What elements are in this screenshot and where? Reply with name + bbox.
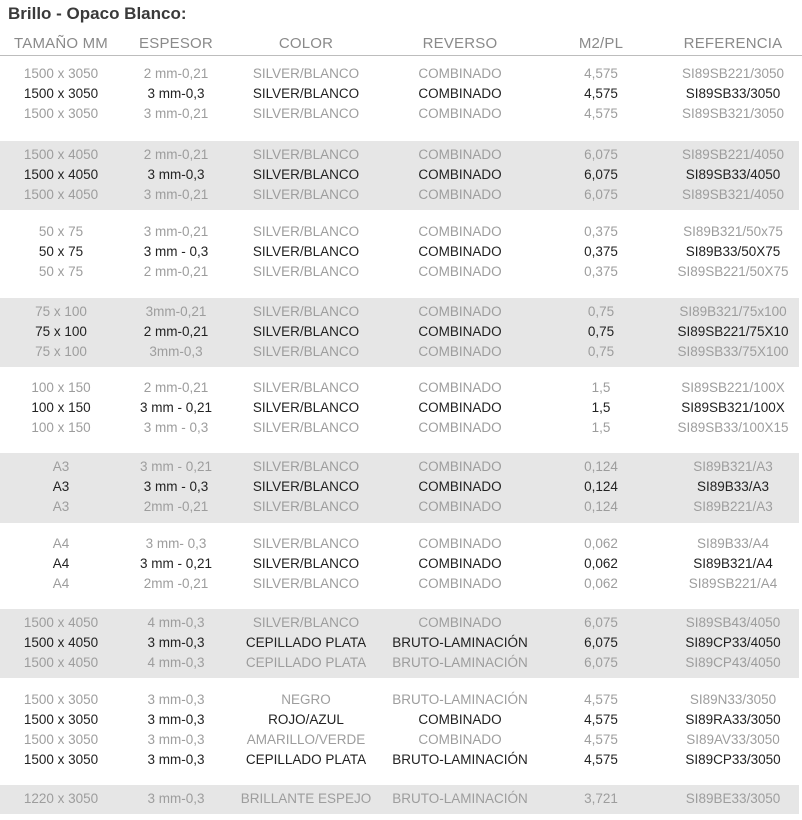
cell-reverso: COMBINADO [418, 380, 502, 395]
cell-m2pl: 0,124 [584, 459, 618, 474]
cell-m2pl: 4,575 [584, 732, 618, 747]
table-row [0, 751, 799, 771]
cell-reverso: COMBINADO [418, 264, 502, 279]
cell-reverso: BRUTO-LAMINACIÓN [392, 752, 528, 767]
cell-color: NEGRO [281, 692, 331, 707]
cell-tamano: A3 [52, 479, 70, 494]
cell-color: SILVER/BLANCO [252, 343, 360, 359]
cell-referencia: SI89RA33/3050 [685, 712, 781, 727]
cell-m2pl: 0,124 [584, 479, 618, 494]
cell-reverso: COMBINADO [418, 400, 502, 415]
cell-m2pl: 4,575 [584, 105, 618, 121]
cell-tamano: 75 x 100 [35, 303, 87, 319]
cell-m2pl: 0,062 [584, 556, 618, 571]
cell-m2pl: 0,124 [584, 499, 618, 514]
row-group [0, 609, 799, 678]
cell-espesor: 3 mm-0,21 [143, 224, 209, 239]
cell-m2pl: 3,721 [584, 790, 618, 806]
cell-reverso: COMBINADO [418, 65, 502, 81]
cell-espesor: 2mm -0,21 [143, 499, 209, 514]
cell-referencia: SI89SB33/75X100 [677, 343, 789, 359]
cell-tamano: 1500 x 3050 [23, 752, 99, 767]
cell-color: SILVER/BLANCO [252, 459, 360, 474]
cell-espesor: 3 mm- 0,3 [145, 536, 207, 551]
cell-tamano: 1500 x 4050 [23, 654, 99, 670]
cell-color: SILVER/BLANCO [252, 85, 360, 101]
cell-referencia: SI89CP33/4050 [685, 634, 781, 650]
table-row [0, 343, 799, 363]
table-row [0, 186, 799, 206]
cell-espesor: 3 mm - 0,21 [139, 556, 213, 571]
cell-m2pl: 6,075 [584, 614, 618, 630]
table-row [0, 85, 799, 105]
cell-color: SILVER/BLANCO [252, 224, 360, 239]
cell-tamano: 1500 x 3050 [23, 65, 99, 81]
cell-tamano: 75 x 100 [35, 343, 87, 359]
cell-m2pl: 6,075 [584, 654, 618, 670]
cell-espesor: 2 mm-0,21 [143, 380, 209, 395]
cell-referencia: SI89SB321/100X [681, 400, 785, 415]
cell-m2pl: 6,075 [584, 166, 618, 182]
cell-referencia: SI89SB221/4050 [681, 146, 785, 162]
cell-espesor: 3 mm-0,3 [147, 712, 205, 727]
cell-color: SILVER/BLANCO [252, 420, 360, 435]
cell-color: SILVER/BLANCO [252, 264, 360, 279]
cell-color: AMARILLO/VERDE [246, 732, 366, 747]
table-row [0, 419, 799, 439]
cell-color: SILVER/BLANCO [252, 400, 360, 415]
cell-reverso: COMBINADO [418, 186, 502, 202]
table-row [0, 575, 799, 595]
cell-espesor: 2 mm-0,21 [143, 65, 209, 81]
cell-color: SILVER/BLANCO [252, 323, 360, 339]
table-row [0, 634, 799, 654]
cell-tamano: 1500 x 3050 [23, 692, 99, 707]
row-group [0, 141, 799, 210]
cell-espesor: 2 mm-0,21 [143, 264, 209, 279]
cell-color: BRILLANTE ESPEJO [240, 790, 372, 806]
cell-tamano: A4 [52, 556, 70, 571]
cell-reverso: COMBINADO [418, 105, 502, 121]
row-group [0, 686, 799, 776]
cell-referencia: SI89SB321/3050 [681, 105, 785, 121]
cell-reverso: BRUTO-LAMINACIÓN [392, 790, 528, 806]
header-reverso: REVERSO [422, 35, 498, 52]
cell-referencia: SI89N33/3050 [689, 692, 777, 707]
header-espesor: ESPESOR [139, 35, 213, 52]
cell-referencia: SI89BE33/3050 [685, 790, 781, 806]
cell-espesor: 3 mm - 0,3 [143, 479, 209, 494]
cell-m2pl: 0,75 [587, 323, 615, 339]
cell-tamano: 100 x 150 [31, 400, 91, 415]
cell-espesor: 3mm-0,21 [145, 303, 207, 319]
table-row [0, 458, 799, 478]
cell-color: SILVER/BLANCO [252, 303, 360, 319]
cell-espesor: 3 mm - 0,3 [143, 420, 209, 435]
header-m2pl: M2/PL [578, 35, 624, 52]
cell-referencia: SI89SB221/100X [681, 380, 785, 395]
cell-color: CEPILLADO PLATA [245, 752, 367, 767]
table-row [0, 478, 799, 498]
table-row [0, 731, 799, 751]
cell-color: SILVER/BLANCO [252, 536, 360, 551]
cell-m2pl: 4,575 [584, 85, 618, 101]
cell-espesor: 3 mm - 0,3 [143, 244, 209, 259]
cell-referencia: SI89B33/A3 [696, 479, 770, 494]
table-row [0, 654, 799, 674]
cell-espesor: 3 mm-0,3 [147, 634, 205, 650]
cell-tamano: A3 [52, 499, 70, 514]
cell-espesor: 4 mm-0,3 [147, 614, 205, 630]
cell-reverso: COMBINADO [418, 420, 502, 435]
cell-tamano: 75 x 100 [35, 323, 87, 339]
cell-tamano: 50 x 75 [38, 244, 84, 259]
table-row [0, 614, 799, 634]
cell-color: SILVER/BLANCO [252, 166, 360, 182]
cell-color: SILVER/BLANCO [252, 614, 360, 630]
cell-reverso: COMBINADO [418, 536, 502, 551]
cell-espesor: 3 mm-0,3 [147, 692, 205, 707]
cell-m2pl: 1,5 [591, 380, 611, 395]
table-row [0, 379, 799, 399]
cell-reverso: BRUTO-LAMINACIÓN [392, 634, 528, 650]
table-row [0, 105, 799, 125]
cell-color: SILVER/BLANCO [252, 146, 360, 162]
cell-referencia: SI89CP43/4050 [685, 654, 781, 670]
table-row [0, 790, 799, 810]
table-row [0, 555, 799, 575]
table-row [0, 263, 799, 283]
cell-color: SILVER/BLANCO [252, 576, 360, 591]
cell-color: ROJO/AZUL [268, 712, 344, 727]
cell-m2pl: 0,062 [584, 536, 618, 551]
cell-espesor: 2 mm-0,21 [143, 146, 209, 162]
table-row [0, 243, 799, 263]
cell-m2pl: 6,075 [584, 146, 618, 162]
cell-m2pl: 1,5 [591, 420, 611, 435]
cell-espesor: 2mm -0,21 [143, 576, 209, 591]
cell-espesor: 3 mm-0,21 [143, 105, 209, 121]
cell-espesor: 4 mm-0,3 [147, 654, 205, 670]
table-header [0, 33, 802, 56]
cell-tamano: 50 x 75 [38, 224, 84, 239]
table-row [0, 166, 799, 186]
cell-referencia: SI89B321/A4 [693, 556, 773, 571]
cell-reverso: BRUTO-LAMINACIÓN [392, 692, 528, 707]
cell-referencia: SI89AV33/3050 [686, 732, 780, 747]
cell-color: SILVER/BLANCO [252, 499, 360, 514]
cell-color: CEPILLADO PLATA [245, 634, 367, 650]
row-group [0, 374, 799, 444]
cell-color: SILVER/BLANCO [252, 380, 360, 395]
cell-referencia: SI89B33/A4 [696, 536, 770, 551]
cell-referencia: SI89SB221/50X75 [677, 264, 789, 279]
cell-color: SILVER/BLANCO [252, 479, 360, 494]
row-group [0, 59, 799, 130]
cell-referencia: SI89CP33/3050 [685, 752, 781, 767]
cell-reverso: COMBINADO [418, 499, 502, 514]
table-row [0, 498, 799, 518]
row-group [0, 218, 799, 288]
header-referencia: REFERENCIA [683, 35, 783, 52]
cell-referencia: SI89SB43/4050 [685, 614, 781, 630]
cell-referencia: SI89SB33/100X15 [677, 420, 789, 435]
table-row [0, 323, 799, 343]
cell-reverso: COMBINADO [418, 479, 502, 494]
cell-m2pl: 1,5 [591, 400, 611, 415]
cell-reverso: COMBINADO [418, 244, 502, 259]
cell-tamano: 1500 x 4050 [23, 166, 99, 182]
table-row [0, 146, 799, 166]
cell-reverso: COMBINADO [418, 732, 502, 747]
cell-reverso: COMBINADO [418, 146, 502, 162]
cell-color: SILVER/BLANCO [252, 186, 360, 202]
cell-referencia: SI89SB221/75X10 [677, 323, 789, 339]
cell-reverso: COMBINADO [418, 712, 502, 727]
table-title: Brillo - Opaco Blanco: [8, 4, 187, 23]
cell-reverso: COMBINADO [418, 166, 502, 182]
cell-referencia: SI89SB33/4050 [685, 166, 781, 182]
cell-tamano: 1500 x 4050 [23, 614, 99, 630]
cell-m2pl: 0,375 [584, 264, 618, 279]
cell-m2pl: 0,75 [587, 303, 615, 319]
cell-tamano: 1500 x 3050 [23, 732, 99, 747]
cell-reverso: COMBINADO [418, 323, 502, 339]
header-tamano: TAMAÑO MM [13, 35, 109, 52]
cell-referencia: SI89SB33/3050 [685, 85, 781, 101]
header-color: COLOR [278, 35, 334, 52]
cell-tamano: 1500 x 3050 [23, 712, 99, 727]
cell-referencia: SI89B321/50x75 [683, 224, 783, 239]
cell-espesor: 3 mm-0,21 [143, 186, 209, 202]
table-row [0, 65, 799, 85]
table-row [0, 535, 799, 555]
cell-espesor: 2 mm-0,21 [143, 323, 209, 339]
cell-espesor: 3mm-0,3 [149, 343, 203, 359]
cell-referencia: SI89B221/A3 [693, 499, 773, 514]
cell-espesor: 3 mm-0,3 [147, 732, 205, 747]
cell-tamano: 1500 x 3050 [23, 105, 99, 121]
cell-reverso: COMBINADO [418, 224, 502, 239]
cell-espesor: 3 mm - 0,21 [139, 400, 213, 415]
cell-espesor: 3 mm-0,3 [147, 790, 205, 806]
cell-color: SILVER/BLANCO [252, 556, 360, 571]
cell-espesor: 3 mm-0,3 [147, 85, 205, 101]
row-group [0, 785, 799, 814]
cell-tamano: A3 [52, 459, 70, 474]
cell-m2pl: 4,575 [584, 752, 618, 767]
cell-tamano: 1220 x 3050 [23, 790, 99, 806]
cell-m2pl: 6,075 [584, 634, 618, 650]
cell-reverso: COMBINADO [418, 459, 502, 474]
cell-reverso: COMBINADO [418, 85, 502, 101]
cell-reverso: COMBINADO [418, 614, 502, 630]
cell-reverso: COMBINADO [418, 556, 502, 571]
cell-m2pl: 4,575 [584, 692, 618, 707]
cell-referencia: SI89SB221/3050 [681, 65, 785, 81]
row-group [0, 453, 799, 523]
table-row [0, 399, 799, 419]
cell-tamano: 50 x 75 [38, 264, 84, 279]
cell-referencia: SI89B33/50X75 [685, 244, 781, 259]
cell-referencia: SI89SB321/4050 [681, 186, 785, 202]
cell-referencia: SI89B321/A3 [693, 459, 773, 474]
table-row [0, 711, 799, 731]
cell-tamano: A4 [52, 576, 70, 591]
cell-tamano: 100 x 150 [31, 380, 91, 395]
cell-espesor: 3 mm - 0,21 [139, 459, 213, 474]
cell-tamano: 1500 x 4050 [23, 146, 99, 162]
cell-m2pl: 0,75 [587, 343, 615, 359]
cell-referencia: SI89B321/75x100 [679, 303, 787, 319]
table-row [0, 223, 799, 243]
cell-tamano: 1500 x 4050 [23, 186, 99, 202]
cell-m2pl: 4,575 [584, 712, 618, 727]
cell-reverso: COMBINADO [418, 343, 502, 359]
cell-m2pl: 0,375 [584, 224, 618, 239]
cell-espesor: 3 mm-0,3 [147, 752, 205, 767]
cell-m2pl: 6,075 [584, 186, 618, 202]
table-row [0, 691, 799, 711]
cell-referencia: SI89SB221/A4 [688, 576, 778, 591]
cell-espesor: 3 mm-0,3 [147, 166, 205, 182]
cell-tamano: 1500 x 3050 [23, 85, 99, 101]
cell-tamano: 1500 x 4050 [23, 634, 99, 650]
cell-m2pl: 0,062 [584, 576, 618, 591]
row-group [0, 530, 799, 600]
cell-reverso: COMBINADO [418, 303, 502, 319]
cell-color: SILVER/BLANCO [252, 65, 360, 81]
cell-reverso: BRUTO-LAMINACIÓN [392, 654, 528, 670]
table-row [0, 303, 799, 323]
cell-tamano: A4 [52, 536, 70, 551]
cell-color: SILVER/BLANCO [252, 105, 360, 121]
cell-m2pl: 0,375 [584, 244, 618, 259]
cell-color: SILVER/BLANCO [252, 244, 360, 259]
cell-m2pl: 4,575 [584, 65, 618, 81]
cell-color: CEPILLADO PLATA [245, 654, 367, 670]
row-group [0, 298, 799, 367]
cell-reverso: COMBINADO [418, 576, 502, 591]
cell-tamano: 100 x 150 [31, 420, 91, 435]
